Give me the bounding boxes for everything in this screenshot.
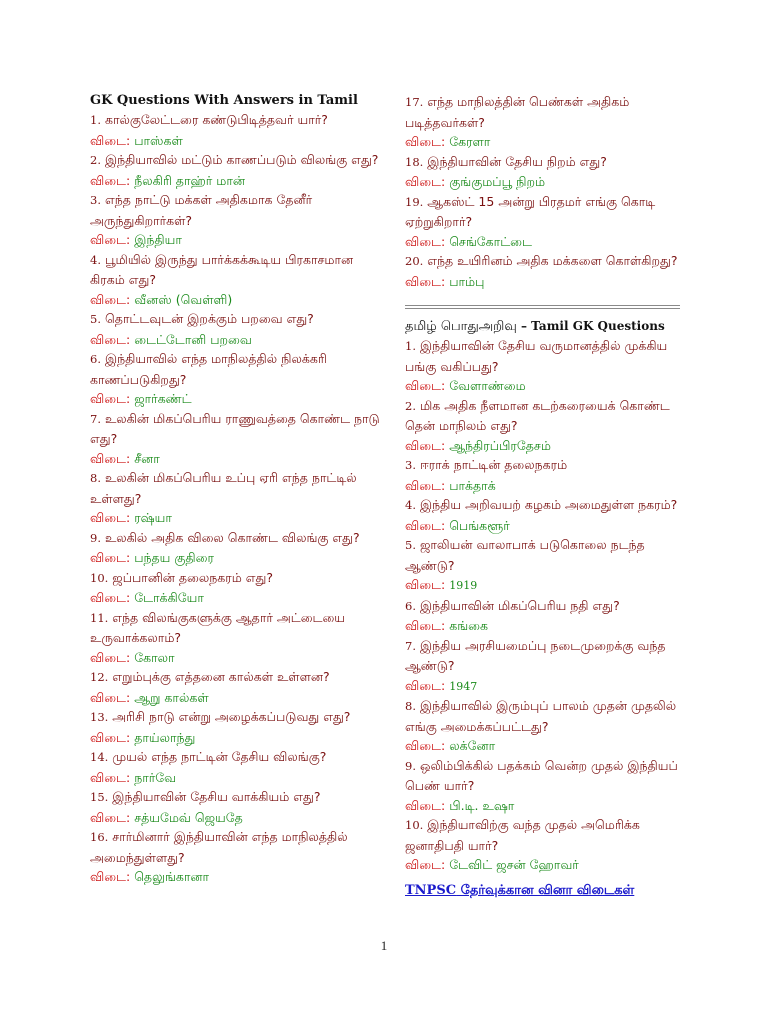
question-text: உலகின் மிகப்பெரிய ராணுவத்தை கொண்ட நாடு எது?: [90, 410, 380, 446]
answer-label: விடை:: [405, 738, 446, 753]
answer-text: சீனா: [134, 450, 160, 466]
answer-label: விடை:: [405, 857, 446, 872]
answer-label: விடை:: [405, 797, 446, 813]
question-text: ஒலிம்பிக்கில் பதக்கம் வென்ற முதல் இந்தியப் பெண் யார்?: [405, 757, 678, 793]
question-number: 4.: [90, 252, 101, 267]
question-text: எந்த மாநிலத்தின் பெண்கள் அதிகம் படித்தவர்கள்?: [405, 94, 630, 130]
tnpsc-link-ta: தேர்வுக்கான வினா விடைகள்: [456, 882, 635, 898]
question-number: 17.: [405, 95, 424, 109]
tnpsc-link-en: TNPSC: [405, 882, 457, 898]
question: [90, 309, 380, 330]
answer-text: கேரளா: [449, 134, 491, 149]
question: [405, 92, 685, 132]
question: [90, 568, 380, 589]
question-text: முயல் எந்த நாட்டின் தேசிய விலங்கு?: [112, 749, 327, 764]
answer-text: பாஸ்கள்: [134, 132, 183, 148]
answer-label: விடை:: [405, 677, 446, 693]
answer: [405, 272, 685, 292]
question-text: இந்திய அறிவயற் கழகம் அமைதுள்ள நகரம்?: [419, 497, 678, 512]
answer: [405, 172, 685, 192]
answer-text: வேளாண்மை: [449, 378, 526, 393]
answer-text: லக்னோ: [449, 738, 496, 753]
answer-text: ஆறு கால்கள்: [134, 689, 209, 705]
answer-text: இந்தியா: [134, 232, 182, 247]
answer: [90, 389, 380, 409]
answer-label: விடை:: [90, 869, 131, 884]
answer: [90, 171, 380, 191]
answer-label: விடை:: [90, 729, 131, 745]
answer: [90, 648, 380, 668]
answer-text: 1947: [449, 679, 478, 693]
answer: [90, 588, 380, 608]
answer-label: விடை:: [405, 174, 446, 189]
question: [90, 707, 380, 728]
question-text: எந்த விலங்குகளுக்கு ஆதார் அட்டையை உருவாக்கலாம்?: [90, 609, 346, 645]
answer-text: பாம்பு: [449, 273, 485, 289]
question: [405, 336, 685, 376]
answer-label: விடை:: [90, 510, 131, 525]
question: [405, 152, 685, 173]
answer: [90, 330, 380, 350]
question-text: இந்தியாவின் மிகப்பெரிய நதி எது?: [419, 597, 620, 613]
answer: [90, 230, 380, 250]
question-number: 9.: [405, 758, 416, 773]
answer-text: டோக்கியோ: [134, 590, 204, 605]
answer: [90, 508, 380, 528]
answer: [90, 808, 380, 828]
answer-text: சத்யமேவ் ஜெயதே: [134, 809, 243, 825]
answer-label: விடை:: [90, 172, 131, 188]
question-text: உலகில் அதிக விலை கொண்ட விலங்கு எது?: [104, 529, 360, 545]
question: [405, 535, 685, 575]
question-text: உலகின் மிகப்பெரிய உப்பு ஏரி எந்த நாட்டில் உள்ளது?: [90, 470, 357, 506]
question-text: இந்திய அரசியமைப்பு நடைமுறைக்கு வந்த ஆண்டு?: [405, 637, 666, 673]
answer: [90, 548, 380, 568]
question-number: 15.: [90, 790, 109, 804]
question-number: 3.: [90, 193, 101, 207]
question-text: ஈராக் நாட்டின் தலைநகரம்: [419, 457, 568, 472]
question-text: இந்தியாவின் தேசிய வருமானத்தில் முக்கிய பங்கு வகிப்பது?: [405, 338, 668, 374]
question: [90, 110, 380, 131]
question-text: ஜப்பானின் தலைநகரம் எது?: [112, 569, 273, 585]
question-text: இந்தியாவில் எந்த மாநிலத்தில் நிலக்கரி காணப்படுகிறது?: [90, 351, 327, 387]
question-text: எறும்புக்கு எத்தனை கால்கள் உள்ளன?: [112, 669, 330, 684]
question-number: 2.: [405, 398, 416, 413]
question: [90, 747, 380, 768]
answer-text: ஆந்திரப்பிரதேசம்: [449, 437, 551, 453]
section-heading-english: – Tamil GK Questions: [516, 319, 665, 333]
left-qa-list: [90, 110, 380, 887]
answer-text: ஜார்கண்ட்: [134, 391, 192, 406]
answer-text: தாய்லாந்து: [134, 729, 196, 745]
answer-label: விடை:: [405, 134, 446, 149]
question-number: 8.: [90, 471, 101, 485]
question-number: 4.: [405, 498, 416, 512]
question-text: மிக அதிக நீளமான கடற்கரையைக் கொண்ட தென் மாநிலம் எது?: [405, 397, 670, 433]
answer: [90, 449, 380, 469]
answer-label: விடை:: [90, 331, 131, 347]
answer-label: விடை:: [90, 391, 131, 406]
section-heading: [405, 317, 685, 336]
answer-label: விடை:: [405, 273, 446, 289]
question: [90, 190, 380, 230]
right-column: [405, 92, 685, 901]
question-text: இந்தியாவில் மட்டும் காணப்படும் விலங்கு எது?: [104, 152, 379, 167]
question: [405, 596, 685, 617]
page-number: 1: [380, 938, 388, 953]
answer-label: விடை:: [90, 232, 131, 247]
question: [90, 608, 380, 648]
answer-label: விடை:: [90, 450, 131, 466]
question-number: 6.: [405, 598, 416, 613]
answer: [405, 796, 685, 816]
question: [90, 468, 380, 508]
answer: [405, 516, 685, 536]
right-qa-list: [405, 336, 685, 875]
question: [90, 150, 380, 171]
answer-text: செங்கோட்டை: [449, 233, 532, 249]
tnpsc-link[interactable]: [405, 881, 685, 901]
question: [405, 636, 685, 676]
question: [405, 396, 685, 436]
question-text: இந்தியாவின் தேசிய நிறம் எது?: [427, 153, 607, 169]
question: [90, 528, 380, 549]
question-number: 9.: [90, 530, 101, 545]
section-divider: [405, 305, 680, 309]
answer-label: விடை:: [90, 590, 131, 605]
question-text: தொட்டவுடன் இறக்கும் பறவை எது?: [104, 311, 314, 326]
answer-text: நார்வே: [134, 769, 177, 785]
question-number: 5.: [405, 538, 416, 552]
question-number: 2.: [90, 153, 101, 167]
answer-label: விடை:: [90, 689, 131, 705]
answer: [90, 867, 380, 887]
question-number: 1.: [90, 113, 101, 127]
answer-label: விடை:: [90, 550, 131, 565]
question-text: இந்தியாவின் தேசிய வாக்கியம் எது?: [112, 789, 321, 804]
question: [405, 756, 685, 796]
question: [405, 696, 685, 736]
answer: [90, 131, 380, 151]
question-number: 20.: [405, 254, 424, 268]
question-text: இந்தியாவில் இரும்புப் பாலம் முதன் முதலில் எங்கு அமைக்கப்பட்டது?: [405, 698, 677, 734]
answer: [405, 616, 685, 636]
answer: [405, 436, 685, 456]
right-top-qa-list: [405, 92, 685, 291]
question-number: 8.: [405, 699, 416, 713]
question-number: 5.: [90, 312, 101, 326]
answer-label: விடை:: [90, 769, 131, 785]
question: [405, 192, 685, 232]
left-column: [90, 92, 380, 887]
answer-label: விடை:: [405, 577, 446, 592]
question: [90, 667, 380, 688]
question: [90, 787, 380, 808]
question-text: சார்மினார் இந்தியாவின் எந்த மாநிலத்தில் அமைந்துள்ளது?: [90, 829, 348, 865]
question-number: 18.: [405, 154, 424, 169]
question: [405, 815, 685, 855]
answer-text: பாக்தாக்: [449, 477, 496, 493]
answer: [90, 290, 380, 310]
answer-label: விடை:: [90, 809, 131, 825]
answer-text: டேவிட் ஜசன் ஹோவர்: [449, 857, 579, 872]
question-text: ஜாலியன் வாலாபாக் படுகொலை நடந்த ஆண்டு?: [405, 537, 645, 573]
question-number: 16.: [90, 830, 109, 844]
question-number: 19.: [405, 194, 424, 209]
question-number: 3.: [405, 458, 416, 472]
question-text: ஆகஸ்ட் 15 அன்று பிரதமர் எங்கு கொடி ஏற்றுகிறார்?: [405, 193, 656, 229]
question-text: எந்த உயிரினம் அதிக மக்களை கொள்கிறது?: [427, 253, 678, 268]
question: [405, 455, 685, 476]
document-heading: GK Questions With Answers in Tamil: [90, 93, 358, 108]
answer-label: விடை:: [405, 378, 446, 393]
answer-text: வீனஸ் (வெள்ளி): [134, 291, 233, 307]
question: [405, 251, 685, 272]
question-number: 10.: [90, 570, 109, 585]
question: [90, 349, 380, 389]
question-text: கால்குலேட்டரை கண்டுபிடித்தவர் யார்?: [104, 112, 328, 127]
question-number: 7.: [405, 638, 416, 653]
answer: [90, 688, 380, 708]
answer-text: 1919: [449, 579, 478, 592]
question-number: 7.: [90, 411, 101, 426]
question-number: 1.: [405, 339, 416, 353]
answer-label: விடை:: [405, 517, 446, 533]
answer-label: விடை:: [405, 233, 446, 249]
answer: [90, 728, 380, 748]
answer-label: விடை:: [405, 437, 446, 453]
answer: [405, 736, 685, 756]
answer-text: கங்கை: [449, 618, 488, 633]
answer-label: விடை:: [90, 132, 131, 148]
section-heading-tamil: தமிழ் பொதுஅறிவு: [405, 319, 517, 334]
answer-text: குங்குமப்பூ நிறம்: [449, 174, 546, 189]
question-number: 11.: [90, 610, 109, 625]
answer-text: தெலுங்கானா: [134, 869, 210, 884]
answer-text: கோலா: [134, 649, 175, 665]
answer: [405, 676, 685, 697]
answer-label: விடை:: [90, 649, 131, 665]
question: [90, 409, 380, 449]
question-number: 10.: [405, 818, 424, 832]
answer-label: விடை:: [405, 618, 446, 633]
answer: [405, 476, 685, 496]
answer: [90, 768, 380, 788]
answer-text: நீலகிரி தாஹ்ர் மான்: [134, 172, 246, 188]
answer-label: விடை:: [405, 477, 446, 493]
answer: [405, 232, 685, 252]
question-number: 14.: [90, 750, 109, 764]
answer: [405, 132, 685, 152]
answer-text: பெங்களூர்: [449, 517, 510, 533]
answer-label: விடை:: [90, 291, 131, 307]
answer-text: பந்தய குதிரை: [134, 550, 214, 565]
question-text: இந்தியாவிற்கு வந்த முதல் அமெரிக்க ஜனாதிபதி யார்?: [405, 817, 640, 853]
question-number: 13.: [90, 710, 109, 724]
answer-text: ரஷ்யா: [134, 510, 172, 525]
answer: [405, 376, 685, 396]
question-text: அரிசி நாடு என்று அழைக்கப்படுவது எது?: [112, 709, 351, 724]
answer-text: பி.டி. உஷா: [449, 797, 515, 813]
question-text: பூமியில் இருந்து பார்க்கக்கூடிய பிரகாசமான கிரகம் எது?: [90, 251, 354, 287]
question: [405, 495, 685, 516]
question: [90, 827, 380, 867]
answer: [405, 855, 685, 875]
question-number: 12.: [90, 670, 109, 684]
answer-text: டைட்டோனி பறவை: [134, 331, 252, 347]
answer: [405, 575, 685, 596]
question-text: எந்த நாட்டு மக்கள் அதிகமாக தேனீர் அருந்துகிறார்கள்?: [90, 192, 313, 228]
question: [90, 250, 380, 290]
question-number: 6.: [90, 352, 101, 366]
